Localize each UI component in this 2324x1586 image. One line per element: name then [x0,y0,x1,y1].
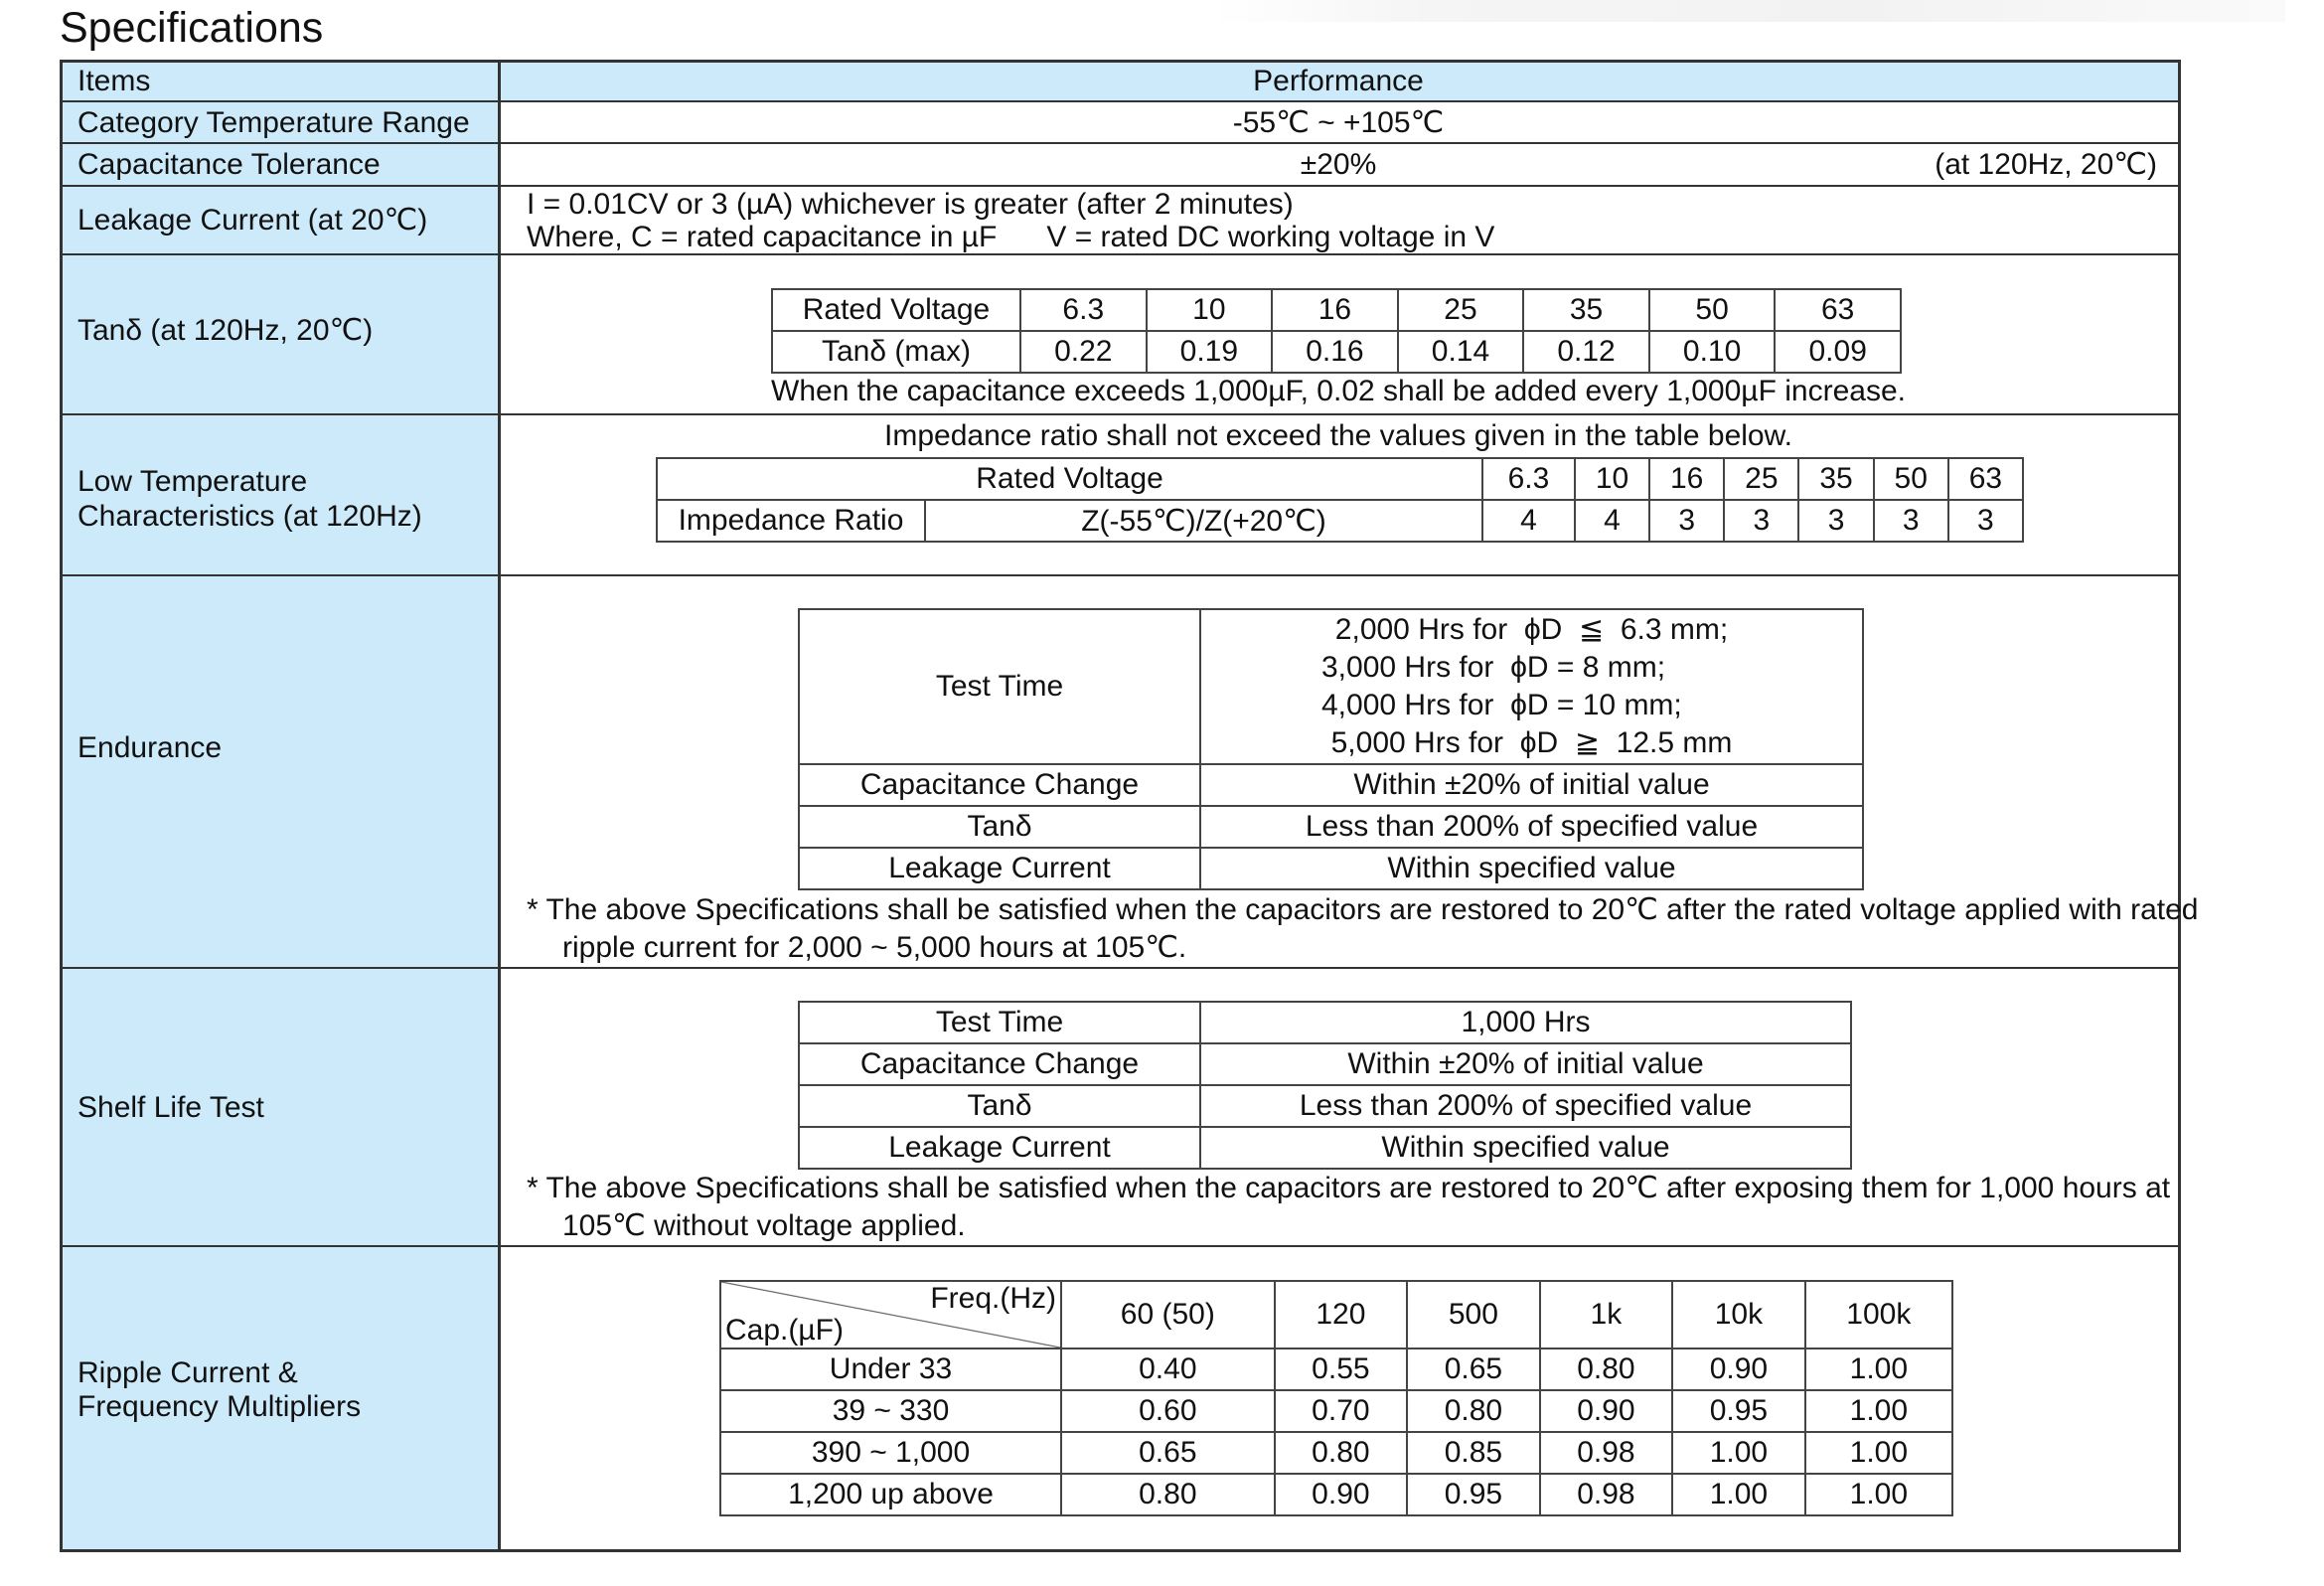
table-row: Impedance Ratio Z(-55℃)/Z(+20℃) 4 4 3 3 3 3 3 [657,500,2023,542]
table-row: Rated Voltage 6.3 10 16 25 35 50 63 [772,289,1901,331]
ripple-cap-label: Cap.(µF) [725,1314,844,1347]
table-row: 39 ~ 330 0.60 0.70 0.80 0.90 0.95 1.00 [720,1390,1952,1432]
ripple-label-1: Ripple Current & [77,1356,298,1389]
shelf-label: Shelf Life Test [77,1091,264,1124]
low-temp-intro: Impedance ratio shall not exceed the values given in the table below. [884,419,1792,452]
tan-h2: Tanδ (max) [772,331,1020,373]
low-temp-label-1: Low Temperature [77,465,308,498]
ripple-freq-label: Freq.(Hz) [930,1282,1056,1315]
endurance-table [798,608,1864,890]
header-performance: Performance [1253,65,1424,97]
low-temp-table [656,457,2024,543]
table-row: Capacitance Change Within ±20% of initial value [799,1043,1851,1085]
low-temp-r2b: Z(-55℃)/Z(+20℃) [925,500,1482,542]
label-column [62,62,499,1550]
table-row: Test Time 1,000 Hrs [799,1002,1851,1043]
tan-note: When the capacitance exceeds 1,000µF, 0.02 shall be added every 1,000µF increase. [771,375,1906,407]
leakage-line2: Where, C = rated capacitance in µF V = rated DC working voltage in V [527,221,1495,253]
page-title: Specifications [60,4,324,52]
table-row: Tanδ Less than 200% of specified value [799,1085,1851,1127]
shelf-table [798,1001,1852,1170]
table-row: Test Time 2,000 Hrs for ϕD ≦ 6.3 mm; 3,000 Hrs for ϕD = 8 mm; 4,000 Hrs for ϕD = 10 mm; 5,000 Hrs for ϕD ≧ 12.5 mm [799,609,1863,764]
table-row: 390 ~ 1,000 0.65 0.80 0.85 0.98 1.00 1.00 [720,1432,1952,1474]
table-row: Rated Voltage 6.3 10 16 25 35 50 63 [657,458,2023,500]
shelf-note-2: 105℃ without voltage applied. [562,1209,966,1242]
table-row: Tanδ (max) 0.22 0.19 0.16 0.14 0.12 0.10 0.09 [772,331,1901,373]
endurance-note-1: * The above Specifications shall be satisfied when the capacitors are restored to 20℃ after the rated voltage applied with rated [527,893,2199,926]
cap-tolerance-label: Capacitance Tolerance [77,148,381,181]
ripple-label-2: Frequency Multipliers [77,1390,362,1423]
table-row: Tanδ Less than 200% of specified value [799,806,1863,848]
low-temp-label-2: Characteristics (at 120Hz) [77,500,422,533]
low-temp-h1: Rated Voltage [657,458,1482,500]
cap-tolerance-note: (at 120Hz, 20℃) [1935,148,2157,181]
table-row: Freq.(Hz) Cap.(µF) 60 (50) 120 500 1k 10k 100k [720,1281,1952,1348]
table-row: Leakage Current Within specified value [799,1127,1851,1169]
ripple-table [719,1280,1953,1516]
leakage-line1: I = 0.01CV or 3 (µA) whichever is greater (after 2 minutes) [527,188,1294,221]
top-shade [1212,0,2285,22]
leakage-label: Leakage Current (at 20℃) [77,204,428,237]
table-row: Under 33 0.40 0.55 0.65 0.80 0.90 1.00 [720,1348,1952,1390]
table-row: 1,200 up above 0.80 0.90 0.95 0.98 1.00 1.00 [720,1474,1952,1515]
header-items: Items [77,65,151,97]
tan-h1: Rated Voltage [772,289,1020,331]
tan-label: Tanδ (at 120Hz, 20℃) [77,314,374,347]
category-temp-label: Category Temperature Range [77,106,470,139]
shelf-note-1: * The above Specifications shall be satisfied when the capacitors are restored to 20℃ after exposing them for 1,000 hours at [527,1172,2171,1204]
cap-tolerance-value: ±20% [1300,148,1377,181]
low-temp-r2a: Impedance Ratio [657,500,925,542]
table-row: Capacitance Change Within ±20% of initial value [799,764,1863,806]
tan-table [771,288,1902,374]
ripple-corner-cell [720,1281,1061,1348]
table-row: Leakage Current Within specified value [799,848,1863,889]
category-temp-value: -55℃ ~ +105℃ [1232,106,1445,139]
endurance-note-2: ripple current for 2,000 ~ 5,000 hours at 105℃. [562,931,1187,964]
endurance-label: Endurance [77,731,223,764]
